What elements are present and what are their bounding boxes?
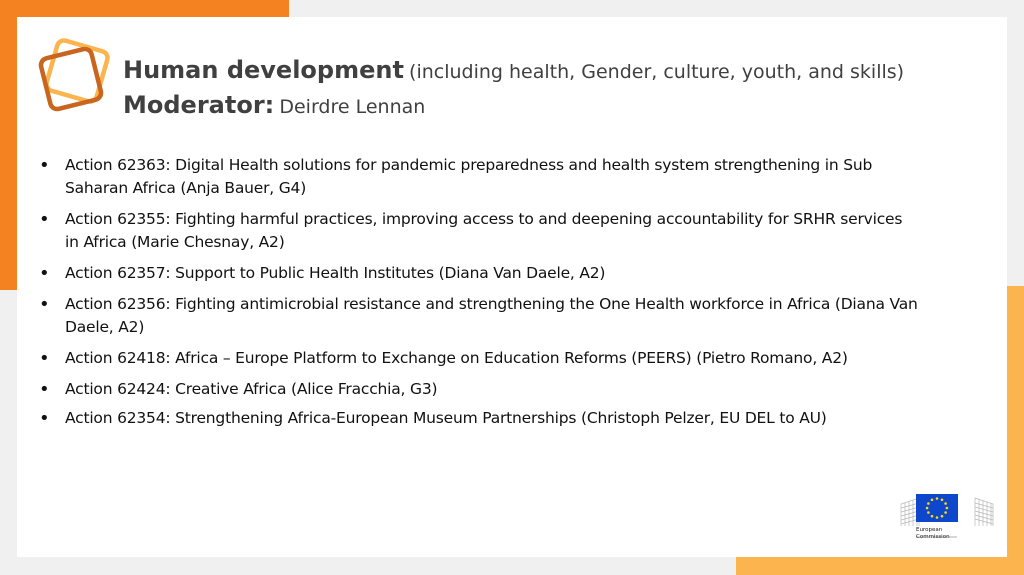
actions-list — [39, 154, 919, 430]
action-item: • Action 62363: Digital Health solutions for pandemic preparedness and health system strengthening in Sub Saharan Africa (Anja Bauer, G4) — [39, 154, 919, 200]
slide-header — [123, 54, 983, 124]
slide-panel — [17, 17, 1007, 557]
title-bold: Human development — [123, 56, 404, 84]
title-line — [123, 54, 983, 89]
title-subtitle: (including health, Gender, culture, youth, and skills) — [409, 61, 905, 83]
logo-text-line1: European — [916, 527, 943, 533]
european-commission-logo — [897, 490, 997, 550]
berlaymont-building-icon — [897, 490, 997, 550]
moderator-line — [123, 89, 983, 124]
moderator-label: Moderator: — [123, 91, 275, 119]
action-item: • Action 62356: Fighting antimicrobial resistance and strengthening the One Health workforce in Africa (Diana Van Daele, A2) — [39, 293, 919, 339]
action-item: • Action 62424: Creative Africa (Alice Fracchia, G3) — [39, 378, 919, 401]
action-item: • Action 62357: Support to Public Health Institutes (Diana Van Daele, A2) — [39, 262, 919, 285]
rounded-squares-icon — [34, 36, 114, 116]
action-item: • Action 62354: Strengthening Africa-European Museum Partnerships (Christoph Pelzer, EU DEL to AU) — [39, 407, 919, 430]
logo-text — [916, 527, 950, 540]
action-item: • Action 62355: Fighting harmful practices, improving access to and deepening accountability for SRHR services in Africa (Marie Chesnay, A2) — [39, 208, 919, 254]
logo-text-line2: Commission — [916, 533, 950, 540]
action-item: • Action 62418: Africa – Europe Platform to Exchange on Education Reforms (PEERS) (Pietro Romano, A2) — [39, 347, 919, 370]
moderator-name: Deirdre Lennan — [279, 96, 426, 118]
